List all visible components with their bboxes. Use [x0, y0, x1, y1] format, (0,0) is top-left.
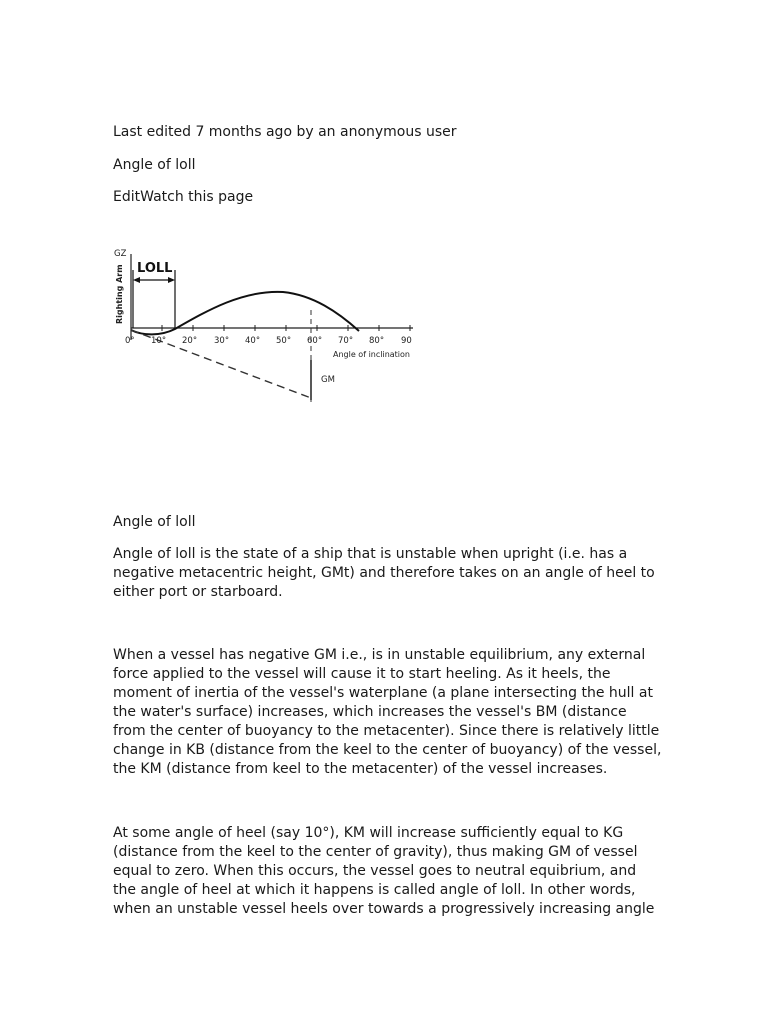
paragraph-angle-of-heel — [113, 824, 653, 919]
paragraph-line: force applied to the vessel will cause it to start heeling. As it heels, the — [113, 666, 611, 682]
paragraph-line: (distance from the keel to the center of gravity), thus making GM of vessel — [113, 844, 638, 860]
paragraph-line: from the center of buoyancy to the metacenter). Since there is relatively little — [113, 723, 660, 739]
tick-label: 70° — [338, 336, 354, 346]
watch-link[interactable]: Watch this page — [140, 189, 254, 205]
loll-label: LOLL — [137, 261, 173, 276]
paragraph-line: change in KB (distance from the keel to the center of buoyancy) of the vessel, — [113, 742, 662, 758]
tick-label: 80° — [369, 336, 385, 346]
tick-label: 40° — [245, 336, 261, 346]
last-edited-notice[interactable]: Last edited 7 months ago by an anonymous user — [113, 124, 457, 140]
paragraph-line: the angle of heel at which it happens is called angle of loll. In other words, — [113, 882, 636, 898]
paragraph-definition — [113, 545, 653, 602]
paragraph-line: the KM (distance from keel to the metacenter) of the vessel increases. — [113, 761, 608, 777]
gz-label: GZ — [114, 249, 127, 259]
paragraph-line: when an unstable vessel heels over towards a progressively increasing angle — [113, 901, 655, 917]
tick-label: 90 — [401, 336, 412, 346]
tick-label: 10° — [151, 336, 167, 346]
tick-label: 0° — [125, 336, 135, 346]
tick-label: 50° — [276, 336, 292, 346]
paragraph-line: moment of inertia of the vessel's waterplane (a plane intersecting the hull at — [113, 685, 653, 701]
righting-arm-label: Righting Arm — [115, 264, 124, 324]
righting-arm-diagram — [113, 240, 433, 410]
edit-link[interactable]: Edit — [113, 189, 141, 205]
tick-label: 20° — [182, 336, 198, 346]
x-axis-label: Angle of inclination — [333, 350, 410, 359]
page-actions — [113, 188, 253, 207]
loll-arrow-left-head — [133, 277, 140, 283]
section-heading: Angle of loll — [113, 514, 196, 530]
paragraph-line: Angle of loll is the state of a ship that is unstable when upright (i.e. has a — [113, 546, 628, 562]
paragraph-negative-gm — [113, 646, 662, 779]
paragraph-line: When a vessel has negative GM i.e., is in unstable equilibrium, any external — [113, 647, 646, 663]
paragraph-line: negative metacentric height, GMt) and therefore takes on an angle of heel to — [113, 565, 655, 581]
tick-label: 60° — [307, 336, 323, 346]
tick-label: 30° — [214, 336, 230, 346]
paragraph-line: equal to zero. When this occurs, the vessel goes to neutral equibrium, and — [113, 863, 637, 879]
paragraph-line: At some angle of heel (say 10°), KM will increase sufficiently equal to KG — [113, 825, 624, 841]
loll-arrow-right-head — [168, 277, 175, 283]
gm-label: GM — [321, 375, 335, 385]
page-title: Angle of loll — [113, 157, 196, 173]
paragraph-line: either port or starboard. — [113, 584, 283, 600]
paragraph-line: the water's surface) increases, which increases the vessel's BM (distance — [113, 704, 627, 720]
